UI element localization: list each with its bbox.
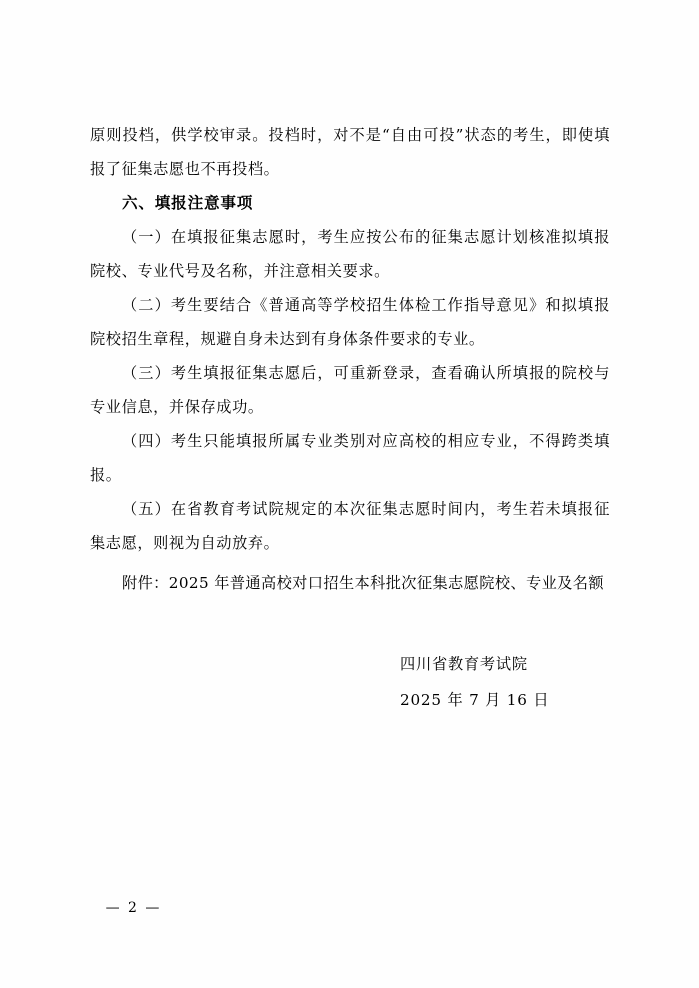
paragraph-item-five: （五）在省教育考试院规定的本次征集志愿时间内，考生若未填报征集志愿，则视为自动放弃。 [90,500,610,552]
signature-organization: 四川省教育考试院 [400,655,528,673]
section-heading-six: 六、填报注意事项 [122,193,254,212]
attachment-line: 附件：2025 年普通高校对口招生本科批次征集志愿院校、专业及名额 [122,574,604,592]
paragraph-item-two: （二）考生要结合《普通高等学校招生体检工作指导意见》和拟填报院校招生章程，规避自身未达到有身体条件要求的专业。 [90,296,610,348]
document-body [90,118,610,718]
paragraph-continuation: 原则投档，供学校审录。投档时，对不是“自由可投”状态的考生，即使填报了征集志愿也不再投档。 [90,126,610,178]
paragraph-item-three: （三）考生填报征集志愿后，可重新登录，查看确认所填报的院校与专业信息，并保存成功。 [90,364,610,416]
signature-date: 2025 年 7 月 16 日 [400,691,550,709]
signature-block [90,646,610,718]
page-footer [0,900,699,916]
paragraph-item-one: （一）在填报征集志愿时，考生应按公布的征集志愿计划核准拟填报院校、专业代号及名称，并注意相关要求。 [90,228,610,280]
page-number: — 2 — [105,900,162,916]
paragraph-item-four: （四）考生只能填报所属专业类别对应高校的相应专业，不得跨类填报。 [90,432,610,484]
